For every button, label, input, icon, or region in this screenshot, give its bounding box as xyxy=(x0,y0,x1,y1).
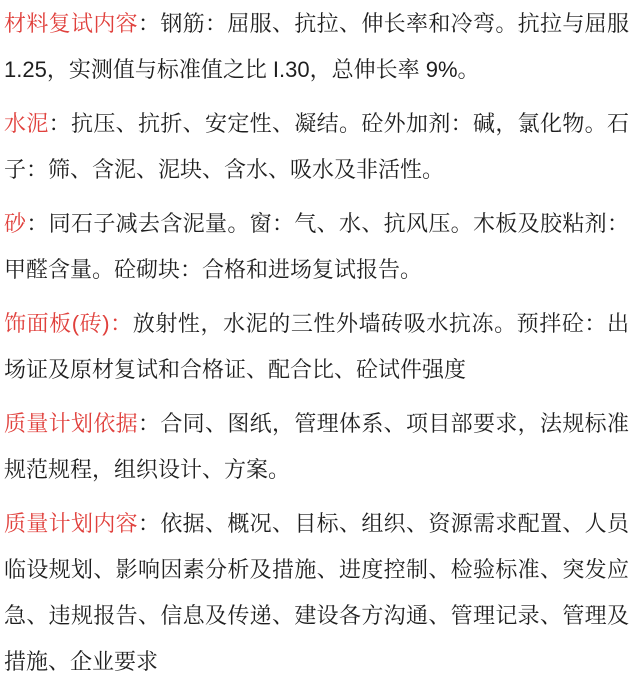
body-text: ：钢筋：屈服、抗拉、伸长率和冷弯。抗拉与屈服 1.25，实测值与标准值之比 I.30，总伸长率 9%。 xyxy=(4,11,629,82)
term-highlight: 饰面板(砖)： xyxy=(4,311,133,336)
body-text: 放射性，水泥的三性外墙砖吸水抗冻。预拌砼：出场证及原材复试和合格证、配合比、砼试件强度 xyxy=(4,311,629,382)
term-highlight: 水泥 xyxy=(4,111,49,136)
term-highlight: 材料复试内容 xyxy=(4,11,138,36)
paragraph xyxy=(4,501,629,685)
body-text: ：依据、概况、目标、组织、资源需求配置、人员临设规划、影响因素分析及措施、进度控制、检验标准、突发应急、违规报告、信息及传递、建设各方沟通、管理记录、管理及措施、企业要求 xyxy=(4,511,629,674)
paragraph xyxy=(4,401,629,493)
term-highlight: 砂 xyxy=(4,211,27,236)
paragraph xyxy=(4,101,629,193)
paragraph xyxy=(4,301,629,393)
body-text: ：抗压、抗折、安定性、凝结。砼外加剂：碱，氯化物。石子：筛、含泥、泥块、含水、吸水及非活性。 xyxy=(4,111,629,182)
paragraph xyxy=(4,1,629,93)
body-text: ：合同、图纸，管理体系、项目部要求，法规标准规范规程，组织设计、方案。 xyxy=(4,411,629,482)
paragraph xyxy=(4,201,629,293)
body-text: ：同石子减去含泥量。窗：气、水、抗风压。木板及胶粘剂：甲醛含量。砼砌块：合格和进场复试报告。 xyxy=(4,211,629,282)
term-highlight: 质量计划依据 xyxy=(4,411,138,436)
term-highlight: 质量计划内容 xyxy=(4,511,138,536)
